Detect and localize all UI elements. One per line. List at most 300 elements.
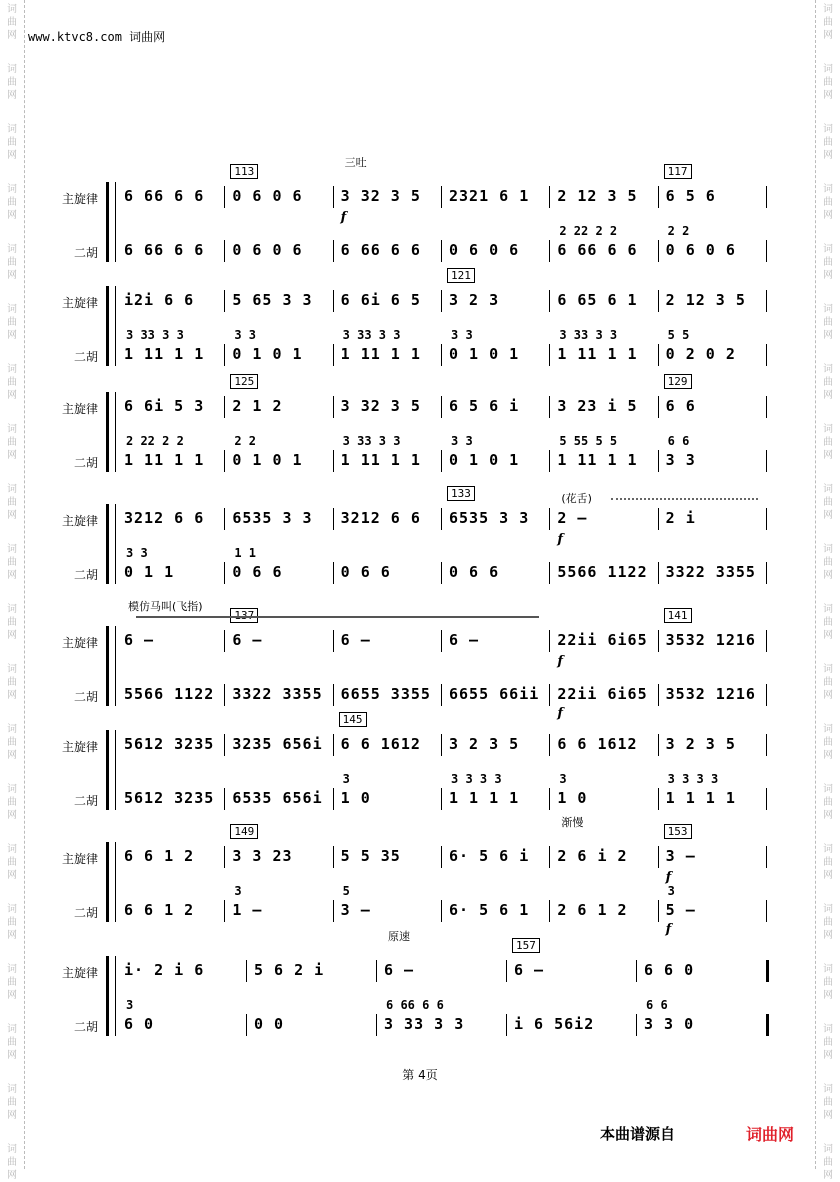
watermark-char: 词 [823, 64, 833, 75]
barline [441, 186, 442, 208]
barline [224, 186, 225, 208]
barline [224, 508, 225, 530]
barline [224, 684, 225, 706]
part-label-erhu: 二胡 [73, 1020, 98, 1034]
watermark-char: 网 [7, 990, 17, 1001]
main-staff [118, 396, 768, 418]
watermark-char: 曲 [823, 677, 833, 688]
watermark-char: 曲 [7, 557, 17, 568]
measure-number: 125 [230, 374, 258, 389]
erhu-upper-notes: 3 3 3 3 [451, 772, 502, 786]
barline [658, 396, 659, 418]
measure-number: 141 [664, 608, 692, 623]
main-staff [118, 290, 768, 312]
measure-notes: 3212 6 6 [340, 509, 421, 527]
watermark-char: 网 [823, 390, 833, 401]
barline [549, 450, 550, 472]
measure-notes: 3 3 [665, 451, 696, 469]
barline [333, 450, 334, 472]
barline [549, 684, 550, 706]
watermark-char: 网 [7, 690, 17, 701]
watermark-char: 曲 [7, 1097, 17, 1108]
watermark-char: 网 [7, 1050, 17, 1061]
barline [224, 900, 225, 922]
watermark-char: 词 [7, 244, 17, 255]
watermark-char: 网 [823, 330, 833, 341]
barline [766, 186, 767, 208]
measure-notes: 0 1 0 1 [449, 451, 520, 469]
watermark-char: 词 [7, 484, 17, 495]
barline [376, 960, 377, 982]
barline [333, 186, 334, 208]
watermark-char: 网 [7, 510, 17, 521]
system-bracket [106, 182, 115, 262]
watermark-char: 词 [7, 784, 17, 795]
barline [658, 734, 659, 756]
erhu-upper-notes: 3 [126, 998, 134, 1012]
main-staff [118, 846, 768, 868]
watermark-char: 网 [823, 150, 833, 161]
measure-notes: 1 1 1 1 [449, 789, 520, 807]
measure-notes: 2 12 3 5 [665, 291, 746, 309]
watermark-char: 词 [823, 544, 833, 555]
measure-notes: 5 5 35 [340, 847, 401, 865]
watermark-char: 网 [823, 690, 833, 701]
system-line [115, 504, 116, 584]
watermark-char: 网 [7, 450, 17, 461]
barline [766, 344, 767, 366]
erhu-upper-notes: 2 2 [667, 224, 690, 238]
watermark-char: 曲 [823, 497, 833, 508]
measure-notes: 6 0 [124, 1015, 155, 1033]
watermark-char: 网 [7, 1110, 17, 1121]
flutter-line [611, 498, 758, 500]
watermark-char: 词 [7, 724, 17, 735]
score-annotation: 渐慢 [561, 816, 584, 829]
system-bracket [106, 730, 115, 810]
measure-notes: 3322 3355 [665, 563, 756, 581]
erhu-upper-notes: 2 2 [234, 434, 257, 448]
barline [766, 960, 769, 982]
barline [549, 734, 550, 756]
watermark-char: 曲 [823, 617, 833, 628]
system-line [115, 956, 116, 1036]
erhu-upper-notes: 3 3 [126, 546, 148, 560]
measure-notes: 0 0 [254, 1015, 285, 1033]
watermark-char: 网 [7, 930, 17, 941]
measure-number: 145 [339, 712, 367, 727]
barline [224, 344, 225, 366]
watermark-char: 曲 [7, 77, 17, 88]
erhu-upper-notes: 3 3 [234, 328, 257, 342]
measure-notes: 3 3 23 [232, 847, 293, 865]
erhu-staff [118, 562, 768, 584]
watermark-char: 网 [7, 810, 17, 821]
barline [441, 508, 442, 530]
watermark-char: 词 [7, 964, 17, 975]
watermark-char: 曲 [823, 1097, 833, 1108]
erhu-staff [118, 450, 768, 472]
part-label-main: 主旋律 [61, 402, 98, 416]
erhu-upper-notes: 3 3 [451, 434, 473, 448]
watermark-char: 词 [823, 1024, 833, 1035]
measure-notes: 3212 6 6 [124, 509, 205, 527]
barline [549, 562, 550, 584]
barline [224, 290, 225, 312]
watermark-char: 词 [823, 604, 833, 615]
erhu-upper-notes: 6 6 [667, 434, 690, 448]
watermark-char: 词 [823, 784, 833, 795]
barline [658, 450, 659, 472]
measure-notes: 5612 3235 [124, 789, 215, 807]
system-line [115, 182, 116, 262]
main-staff [118, 186, 768, 208]
watermark-char: 曲 [7, 797, 17, 808]
barline [333, 684, 334, 706]
watermark-char: 曲 [823, 197, 833, 208]
measure-notes: 6 66 6 6 [340, 241, 421, 259]
score-system [48, 375, 768, 478]
watermark-char: 曲 [7, 437, 17, 448]
barline [766, 630, 767, 652]
dynamic-mark: f [557, 654, 563, 669]
system-bracket [106, 956, 115, 1036]
measure-notes: 1 – [232, 901, 263, 919]
barline [441, 846, 442, 868]
score-system [48, 713, 768, 816]
watermark-char: 词 [7, 4, 17, 15]
system-line [115, 392, 116, 472]
barline [658, 562, 659, 584]
dynamic-mark: f [557, 706, 563, 721]
watermark-char: 词 [7, 544, 17, 555]
watermark-char: 曲 [7, 497, 17, 508]
system-line [115, 286, 116, 366]
part-label-erhu: 二胡 [73, 690, 98, 704]
measure-notes: 3 33 3 3 [384, 1015, 465, 1033]
watermark-char: 词 [823, 724, 833, 735]
watermark-char: 曲 [7, 197, 17, 208]
measure-notes: 0 6 0 6 [665, 241, 736, 259]
dynamic-mark: f [665, 922, 672, 937]
measure-notes: 5 65 3 3 [232, 291, 313, 309]
watermark-char: 曲 [823, 137, 833, 148]
barline [333, 290, 334, 312]
measure-notes: 3235 656i [232, 735, 323, 753]
score-annotation: (花舌) [561, 492, 592, 505]
measure-notes: 2 6 1 2 [557, 901, 628, 919]
barline [333, 562, 334, 584]
watermark-char: 词 [7, 1024, 17, 1035]
page-number: 第 4页 [402, 1068, 438, 1082]
main-staff [118, 508, 768, 530]
part-label-erhu: 二胡 [73, 568, 98, 582]
score-system [48, 269, 768, 372]
erhu-upper-notes: 3 [667, 884, 675, 898]
barline [224, 396, 225, 418]
measure-notes: 2 12 3 5 [557, 187, 638, 205]
barline [224, 734, 225, 756]
watermark-char: 词 [823, 244, 833, 255]
watermark-char: 曲 [823, 797, 833, 808]
barline [376, 1014, 377, 1036]
part-label-main: 主旋律 [61, 192, 98, 206]
system-line [115, 626, 116, 706]
barline [441, 734, 442, 756]
score-system [48, 930, 768, 1042]
erhu-upper-notes: 3 [559, 772, 567, 786]
erhu-upper-notes: 5 55 5 5 [559, 434, 618, 448]
watermark-char: 网 [823, 450, 833, 461]
watermark-char: 网 [7, 1170, 17, 1181]
barline [333, 734, 334, 756]
erhu-upper-notes: 6 6 [646, 998, 668, 1012]
measure-notes: 6 6i 5 3 [124, 397, 205, 415]
measure-notes: 6535 3 3 [232, 509, 313, 527]
barline [658, 240, 659, 262]
watermark-char: 词 [7, 844, 17, 855]
measure-number: 121 [447, 268, 475, 283]
barline [224, 240, 225, 262]
system-bracket [106, 392, 115, 472]
measure-notes: 0 1 0 1 [232, 451, 303, 469]
measure-notes: 3322 3355 [232, 685, 323, 703]
measure-notes: 1 0 [557, 789, 588, 807]
erhu-upper-notes: 3 3 3 3 [667, 772, 719, 786]
measure-notes: 6 6 1612 [340, 735, 421, 753]
watermark-char: 词 [7, 664, 17, 675]
watermark-char: 词 [7, 364, 17, 375]
watermark-char: 曲 [7, 137, 17, 148]
watermark-char: 曲 [7, 1157, 17, 1168]
watermark-char: 网 [823, 1110, 833, 1121]
measure-notes: 22ii 6i65 [557, 631, 648, 649]
watermark-char: 词 [823, 124, 833, 135]
measure-notes: 1 11 1 1 [124, 345, 205, 363]
erhu-upper-notes: 3 3 [451, 328, 473, 342]
watermark-char: 网 [823, 30, 833, 41]
watermark-char: 词 [7, 1084, 17, 1095]
barline [224, 788, 225, 810]
barline [549, 186, 550, 208]
barline [549, 788, 550, 810]
watermark-char: 网 [7, 330, 17, 341]
erhu-upper-notes: 3 33 3 3 [126, 328, 184, 342]
watermark-char: 网 [823, 870, 833, 881]
measure-notes: 5 – [665, 901, 696, 919]
score-annotation: 原速 [388, 930, 410, 943]
barline [766, 290, 767, 312]
measure-number: 153 [664, 824, 692, 839]
part-label-main: 主旋律 [61, 740, 98, 754]
watermark-char: 网 [823, 1170, 833, 1181]
watermark-char: 曲 [7, 317, 17, 328]
erhu-upper-notes: 3 33 3 3 [559, 328, 618, 342]
barline [506, 960, 507, 982]
watermark-char: 词 [7, 184, 17, 195]
measure-notes: 0 6 6 [449, 563, 500, 581]
watermark-char: 网 [823, 1050, 833, 1061]
main-staff [118, 630, 768, 652]
watermark-char: 词 [823, 844, 833, 855]
erhu-staff [118, 684, 768, 706]
watermark-char: 网 [7, 570, 17, 581]
watermark-char: 曲 [7, 917, 17, 928]
watermark-char: 网 [823, 270, 833, 281]
watermark-char: 网 [823, 570, 833, 581]
measure-notes: 6 66 6 6 [557, 241, 638, 259]
watermark-char: 网 [7, 30, 17, 41]
barline [224, 562, 225, 584]
barline [766, 1014, 769, 1036]
part-label-main: 主旋律 [61, 966, 98, 980]
measure-notes: 6 65 6 1 [557, 291, 638, 309]
measure-notes: 6535 3 3 [449, 509, 530, 527]
measure-notes: 6655 66ii [449, 685, 540, 703]
erhu-staff [118, 788, 768, 810]
measure-number: 113 [230, 164, 258, 179]
barline [333, 788, 334, 810]
watermark-char: 曲 [7, 257, 17, 268]
watermark-char: 曲 [823, 437, 833, 448]
barline [766, 508, 767, 530]
watermark-char: 词 [823, 364, 833, 375]
watermark-char: 曲 [823, 1157, 833, 1168]
measure-notes: 6 66 6 6 [124, 187, 205, 205]
measure-notes: 1 11 1 1 [124, 451, 205, 469]
system-line [115, 842, 116, 922]
measure-notes: 6 – [514, 961, 545, 979]
measure-notes: i2i 6 6 [124, 291, 195, 309]
measure-notes: 0 6 0 6 [232, 241, 303, 259]
watermark-char: 网 [823, 510, 833, 521]
barline [441, 450, 442, 472]
watermark-char: 词 [823, 304, 833, 315]
erhu-upper-notes: 3 33 3 3 [342, 434, 401, 448]
measure-notes: 1 11 1 1 [340, 451, 421, 469]
watermark-char: 网 [823, 990, 833, 1001]
erhu-upper-notes: 2 22 2 2 [559, 224, 618, 238]
erhu-upper-notes: 5 [342, 884, 350, 898]
measure-notes: 0 6 0 6 [232, 187, 303, 205]
barline [441, 562, 442, 584]
watermark-char: 网 [823, 810, 833, 821]
erhu-upper-notes: 1 1 [234, 546, 257, 560]
measure-notes: 3 2 3 5 [449, 735, 520, 753]
barline [658, 290, 659, 312]
main-staff [118, 734, 768, 756]
watermark-char: 曲 [823, 557, 833, 568]
watermark-char: 曲 [7, 977, 17, 988]
erhu-staff [118, 1014, 768, 1036]
measure-notes: 6 6i 6 5 [340, 291, 421, 309]
system-line [115, 730, 116, 810]
measure-notes: 0 2 0 2 [665, 345, 736, 363]
dynamic-mark: f [340, 210, 347, 225]
barline [658, 508, 659, 530]
watermark-char: 网 [823, 750, 833, 761]
barline [658, 344, 659, 366]
watermark-char: 网 [7, 630, 17, 641]
watermark-char: 曲 [823, 377, 833, 388]
watermark-char: 词 [823, 4, 833, 15]
watermark-char: 词 [823, 664, 833, 675]
erhu-upper-notes: 2 22 2 2 [126, 434, 184, 448]
measure-notes: 0 6 0 6 [449, 241, 520, 259]
barline [333, 900, 334, 922]
barline [441, 344, 442, 366]
barline [333, 846, 334, 868]
erhu-upper-notes: 5 5 [667, 328, 690, 342]
watermark-char: 曲 [823, 257, 833, 268]
erhu-staff [118, 240, 768, 262]
watermark-char: 词 [823, 424, 833, 435]
erhu-upper-notes: 3 [234, 884, 242, 898]
watermark-char: 曲 [823, 737, 833, 748]
barline [766, 788, 767, 810]
watermark-char: 词 [7, 124, 17, 135]
watermark-char: 网 [7, 750, 17, 761]
measure-notes: 1 0 [340, 789, 371, 807]
watermark-char: 词 [7, 304, 17, 315]
part-label-erhu: 二胡 [73, 906, 98, 920]
barline [658, 900, 659, 922]
measure-notes: 3 2 3 [449, 291, 500, 309]
barline [636, 960, 637, 982]
watermark-char: 词 [7, 904, 17, 915]
barline [441, 900, 442, 922]
watermark-char: 网 [7, 150, 17, 161]
measure-notes: 6535 656i [232, 789, 323, 807]
watermark-char: 曲 [823, 857, 833, 868]
measure-notes: i 6 56i2 [514, 1015, 595, 1033]
watermark-char: 曲 [7, 617, 17, 628]
watermark-char: 曲 [7, 857, 17, 868]
watermark-char: 网 [7, 870, 17, 881]
measure-notes: 6 – [340, 631, 371, 649]
barline [506, 1014, 507, 1036]
measure-notes: 6 5 6 i [449, 397, 520, 415]
measure-notes: 6 6 1612 [557, 735, 638, 753]
barline [766, 562, 767, 584]
watermark-char: 曲 [7, 1037, 17, 1048]
barline [441, 396, 442, 418]
part-label-main: 主旋律 [61, 296, 98, 310]
measure-notes: 6· 5 6 1 [449, 901, 530, 919]
barline [333, 630, 334, 652]
measure-notes: 6 6 [665, 397, 696, 415]
measure-notes: 2 1 2 [232, 397, 283, 415]
site-header[interactable]: www.ktvc8.com 词曲网 [28, 30, 166, 44]
barline [766, 684, 767, 706]
score-system [48, 487, 768, 590]
watermark-char: 网 [823, 90, 833, 101]
erhu-upper-notes: 3 33 3 3 [342, 328, 401, 342]
measure-notes: 0 6 6 [340, 563, 391, 581]
watermark-char: 词 [7, 424, 17, 435]
barline [333, 344, 334, 366]
brand-logo[interactable]: 词曲网 [746, 1125, 795, 1144]
measure-notes: 0 1 0 1 [232, 345, 303, 363]
measure-number: 129 [664, 374, 692, 389]
measure-notes: 3 32 3 5 [340, 187, 421, 205]
watermark-char: 曲 [823, 17, 833, 28]
measure-number: 117 [664, 164, 692, 179]
barline [224, 630, 225, 652]
measure-notes: 6 6 0 [644, 961, 695, 979]
watermark-char: 网 [7, 90, 17, 101]
part-label-main: 主旋律 [61, 514, 98, 528]
